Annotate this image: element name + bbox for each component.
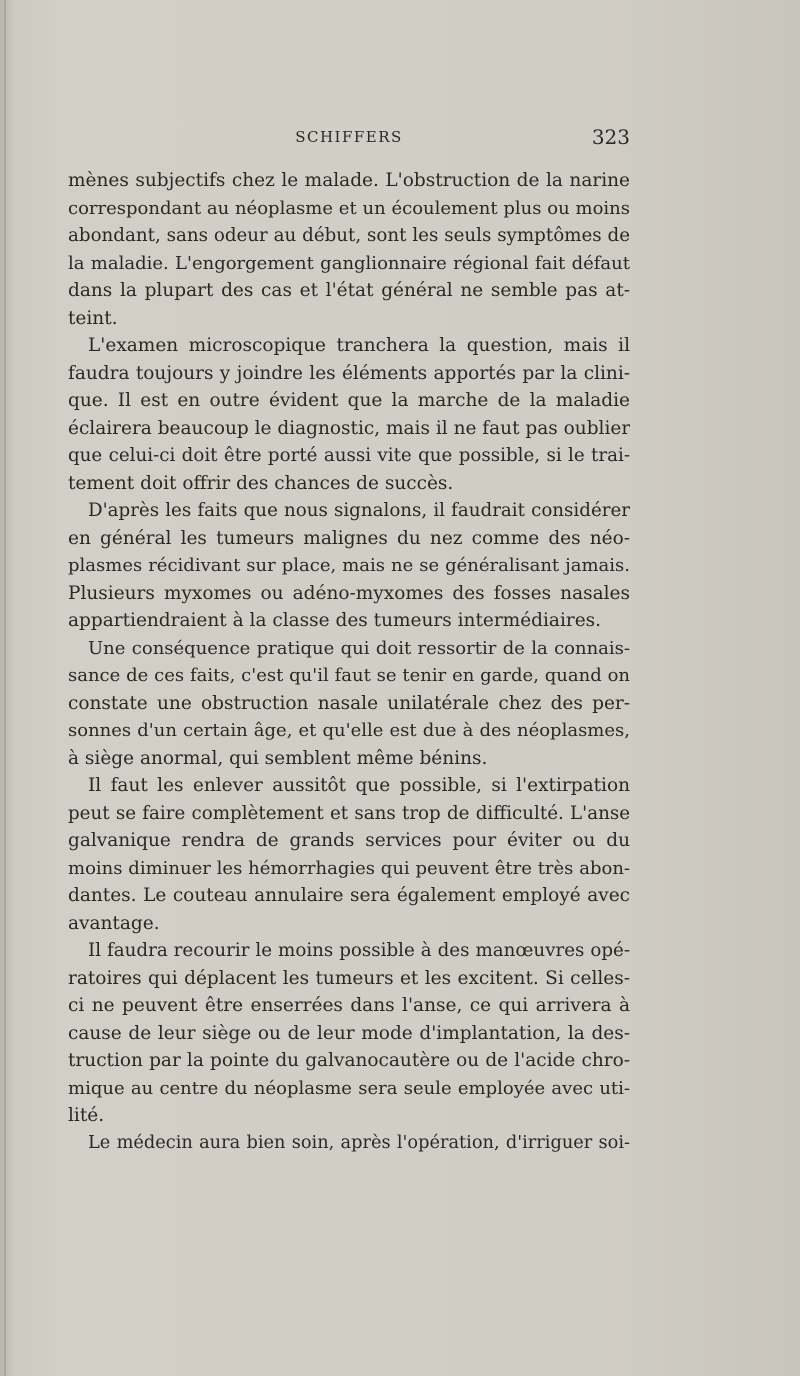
paragraph-start: Une conséquence pratique qui doit ressortir de la connais- bbox=[88, 637, 630, 659]
text-line: teint. bbox=[68, 307, 118, 329]
text-line: faudra toujours y joindre les éléments apportés par la clini- bbox=[68, 362, 630, 384]
page-number: 323 bbox=[591, 125, 630, 149]
paragraph-start: Le médecin aura bien soin, après l'opération, d'irriguer soi- bbox=[88, 1132, 630, 1153]
text-line: dantes. Le couteau annulaire sera également employé avec bbox=[68, 885, 630, 906]
text-line: galvanique rendra de grands services pour éviter ou du bbox=[68, 830, 630, 851]
text-line: appartiendraient à la classe des tumeurs intermédiaires. bbox=[68, 610, 602, 631]
running-title: SCHIFFERS bbox=[295, 128, 403, 146]
text-line: mènes subjectifs chez le malade. L'obstruction de la narine bbox=[68, 170, 630, 191]
text-line: la maladie. L'engorgement ganglionnaire régional fait défaut bbox=[68, 252, 630, 274]
text-line: constate une obstruction nasale unilatérale chez des per- bbox=[68, 692, 630, 714]
text-line: que celui-ci doit être porté aussi vite que possible, si le trai- bbox=[68, 445, 630, 466]
text-line: moins diminuer les hémorrhagies qui peuvent être très abon- bbox=[68, 857, 630, 879]
paragraph-start: Il faut les enlever aussitôt que possible, si l'extirpation bbox=[88, 775, 630, 796]
text-line: Plusieurs myxomes ou adéno-myxomes des fosses nasales bbox=[68, 582, 630, 604]
paragraph-start: L'examen microscopique tranchera la question, mais il bbox=[88, 335, 630, 356]
text-line: ci ne peuvent être enserrées dans l'anse, ce qui arrivera à bbox=[68, 995, 630, 1016]
text-line: que. Il est en outre évident que la marche de la maladie bbox=[68, 390, 630, 411]
page-binding-edge bbox=[4, 0, 6, 1376]
text-line: plasmes récidivant sur place, mais ne se généralisant jamais. bbox=[68, 555, 630, 576]
text-line: sance de ces faits, c'est qu'il faut se tenir en garde, quand on bbox=[68, 665, 630, 686]
paragraph-start: D'après les faits que nous signalons, il faudrait considérer bbox=[88, 500, 630, 521]
text-line: abondant, sans odeur au début, sont les seuls symptômes de bbox=[68, 225, 630, 246]
body-text bbox=[68, 167, 630, 1157]
text-line: mique au centre du néoplasme sera seule employée avec uti- bbox=[68, 1077, 630, 1099]
text-line: lité. bbox=[68, 1105, 105, 1126]
text-line: sonnes d'un certain âge, et qu'elle est due à des néoplasmes, bbox=[68, 720, 630, 741]
text-line: ratoires qui déplacent les tumeurs et les excitent. Si celles- bbox=[68, 967, 630, 989]
text-line: en général les tumeurs malignes du nez comme des néo- bbox=[68, 527, 630, 549]
text-line: à siège anormal, qui semblent même bénins. bbox=[68, 747, 488, 769]
text-line: éclairera beaucoup le diagnostic, mais il ne faut pas oublier bbox=[68, 417, 630, 439]
text-line: truction par la pointe du galvanocautère ou de l'acide chro- bbox=[68, 1050, 630, 1071]
text-line: correspondant au néoplasme et un écoulement plus ou moins bbox=[68, 197, 630, 219]
text-line: tement doit offrir des chances de succès. bbox=[68, 472, 454, 494]
text-line: cause de leur siège ou de leur mode d'implantation, la des- bbox=[68, 1022, 630, 1044]
paragraph-start: Il faudra recourir le moins possible à des manœuvres opé- bbox=[88, 940, 630, 961]
running-head bbox=[68, 125, 630, 152]
text-line: avantage. bbox=[68, 912, 160, 934]
text-line: dans la plupart des cas et l'état général ne semble pas at- bbox=[68, 280, 630, 301]
text-line: peut se faire complètement et sans trop de difficulté. L'anse bbox=[68, 802, 630, 824]
